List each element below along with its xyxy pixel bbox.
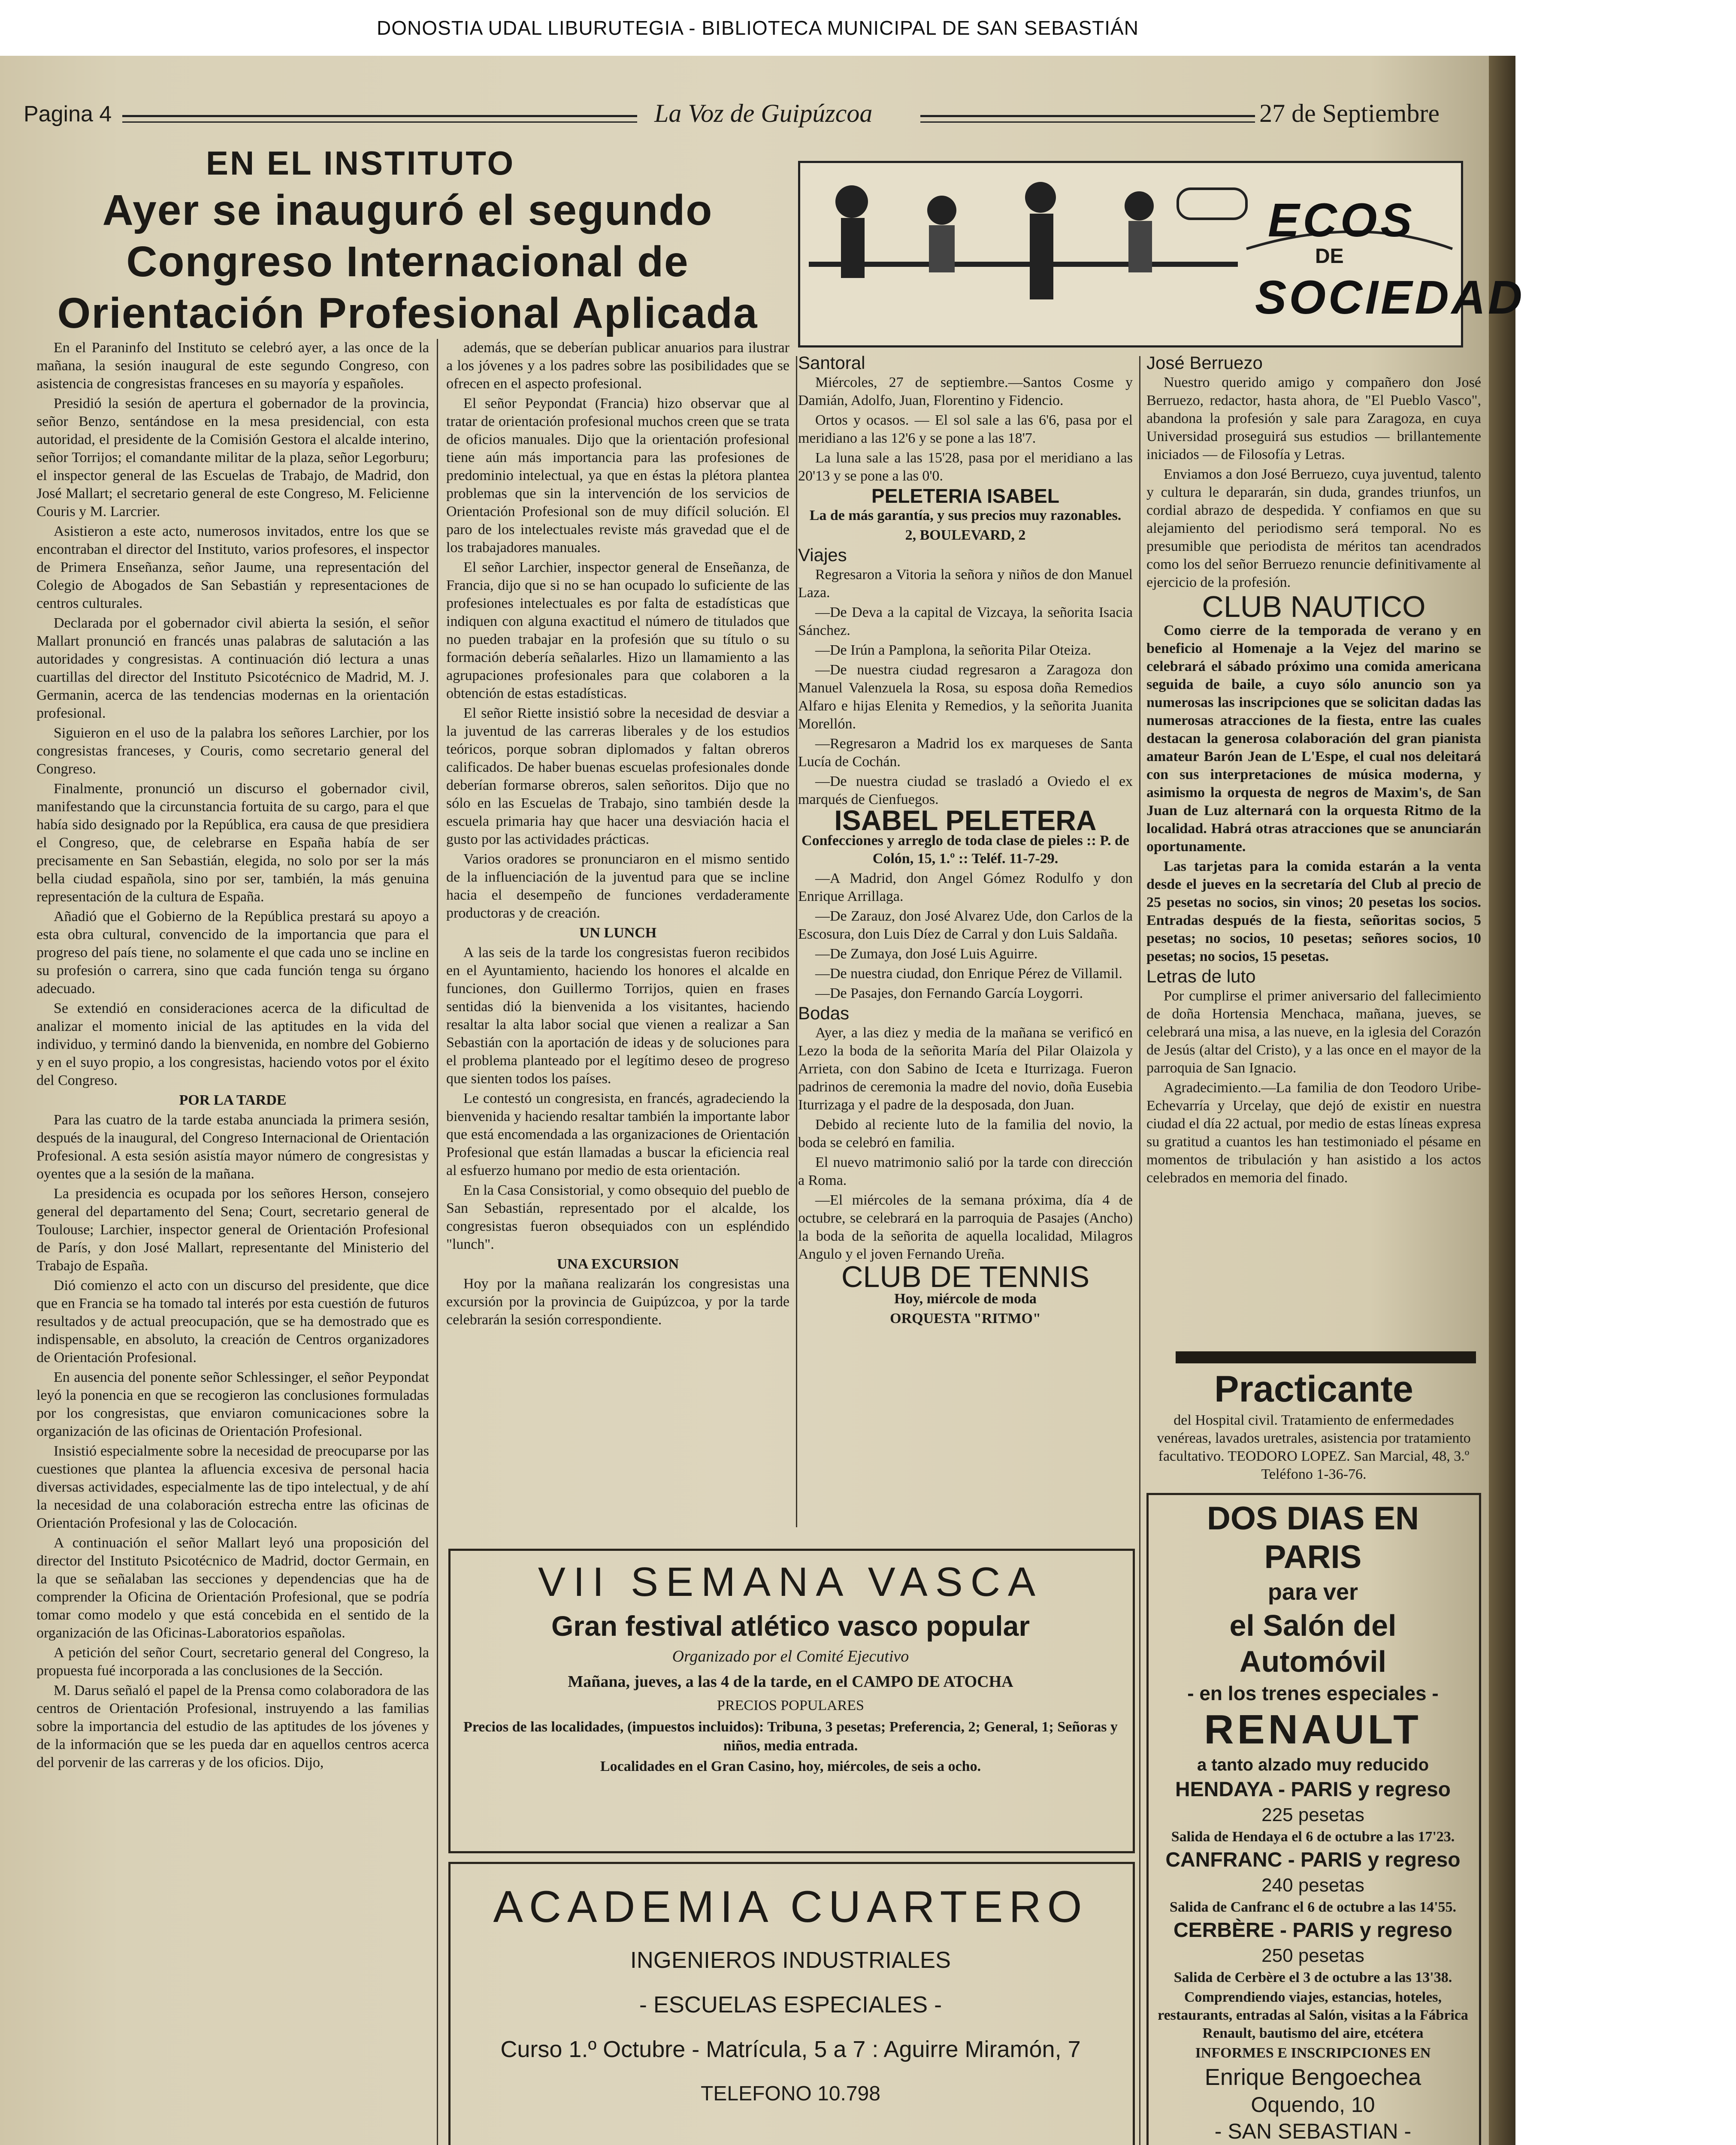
paragraph: —De Zumaya, don José Luis Aguirre. xyxy=(815,946,1038,962)
paragraph: —De Irún a Pamplona, la señorita Pilar Oteiza. xyxy=(815,642,1091,658)
issue-date: 27 de Septiembre xyxy=(1259,99,1440,127)
paragraph: Ortos y ocasos. — El sol sale a las 6'6, pasa por el meridiano a las 12'6 y se pone a las 18'7. xyxy=(798,412,1133,446)
academia-l1: INGENIEROS INDUSTRIALES xyxy=(630,1947,951,1973)
sociedad-title: SOCIEDAD xyxy=(1255,271,1525,324)
paris-ad xyxy=(1154,1499,1472,2145)
route-cerbere-price: 250 pesetas xyxy=(1261,1945,1364,1966)
paragraph: Insistió especialmente sobre la necesidad de preocuparse por las cuestiones que plantea la afluencia excesiva de personal hacia diversas actividades, especialmente las de tipo intelectual, y de ahí la necesidad de una colaboración estrecha entre las oficinas de Orientación Profesional y las de Colocación. xyxy=(36,1443,429,1531)
paragraph: Dió comienzo el acto con un discurso del presidente, que dice que en Francia se ha tomado tal interés por esta cuestión de futuros resultados y de actual preocupación, que se ha demostrado que es indispensable, en absoluto, la creación de Centros organizadores de Orientación Profesional. xyxy=(36,1278,429,1366)
section-santoral: Santoral xyxy=(798,353,865,373)
semana-prices-title: PRECIOS POPULARES xyxy=(717,1698,864,1713)
ad-text: ORQUESTA "RITMO" xyxy=(890,1311,1041,1326)
paris-l1: DOS DIAS EN PARIS xyxy=(1207,1500,1419,1575)
paragraph: —De Deva a la capital de Vizcaya, la señorita Isacia Sánchez. xyxy=(798,604,1133,638)
paragraph: El señor Larchier, inspector general de Enseñanza, de Francia, dijo que si no se han ocupado lo suficiente de las profesiones intelectuales es por falta de estadísticas que indiquen con alguna exactitud el número de titulados que no pueden trabajar en la profesión que su título o su formación debería señalarles. Hizo un llamamiento a las agrupaciones profesionales para que colaboren a la obtención de estas estadísticas. xyxy=(446,559,789,701)
paragraph: Ayer, a las diez y media de la mañana se verificó en Lezo la boda de la señorita María del Pilar Olaizola y Arrieta, con don Sabino de Iceta e Iturrizaga. Fueron padrinos de ceremonia la madre del novio, doña Eusebia Iturrizaga y el padre de la desposada, don Juan. xyxy=(798,1025,1133,1113)
paragraph: —De nuestra ciudad regresaron a Zaragoza don Manuel Valenzuela la Rosa, su esposa doña Remedios Alfaro e hijas Elenita y Remedios, y la señorita Juanita Morellón. xyxy=(798,662,1133,732)
article-headline: Ayer se inauguró el segundo Congreso Internacional de Orientación Profesional Aplicada xyxy=(57,186,758,337)
semana-title: VII SEMANA VASCA xyxy=(538,1559,1043,1605)
paragraph: Las tarjetas para la comida estarán a la venta desde el jueves en la secretaría del Club al precio de 25 pesetas no socios, sin vinos; 20 pesetas los socios. Entradas después de la fiesta, señoritas socios, 5 pesetas; no socios, 10 pesetas; señores socios, 10 pesetas; no socios, 15 pesetas. xyxy=(1146,858,1481,964)
ecos-title: ECOS xyxy=(1268,194,1415,247)
column-rule xyxy=(437,339,438,2145)
paragraph: Debido al reciente luto de la familia del novio, la boda se celebró en familia. xyxy=(798,1117,1133,1151)
paragraph: En ausencia del ponente señor Schlessinger, el señor Peypondat leyó la ponencia en que se recogieron las conclusiones formuladas por los congresistas, que enviaron comunicaciones sobre la organización de las oficinas de Orientación Profesional. xyxy=(36,1369,429,1439)
article-kicker: EN EL INSTITUTO xyxy=(206,144,515,182)
section-bodas: Bodas xyxy=(798,1003,850,1023)
renault-logo-text: RENAULT xyxy=(1204,1707,1422,1752)
paragraph: Varios oradores se pronunciaron en el mismo sentido de la influenciación de la juventud para que se incline hacia el desempeño de funciones verdaderamente productoras y de creación. xyxy=(446,851,789,921)
paragraph: Finalmente, pronunció un discurso el gobernador civil, manifestando que la circunstancia fortuita de su cargo, para el que había sido designado por la República, era causa de que presidiera el Congreso, que, de celebrarse en España había de ser precisamente en San Sebastián, elegida, no solo por ser la más bella ciudad española, sino por ser, también, la más genuina representación de la cultura de España. xyxy=(36,781,429,905)
paragraph: En la Casa Consistorial, y como obsequio del pueblo de San Sebastián, representado por el alcalde, los congresistas fueron obsequiados con un espléndido "lunch". xyxy=(446,1182,789,1252)
route-hendaya-price: 225 pesetas xyxy=(1261,1804,1364,1825)
subheading-tarde: POR LA TARDE xyxy=(179,1092,287,1108)
club-nautico-title: CLUB NAUTICO xyxy=(1202,590,1426,623)
ad-peleteria-isabel: PELETERIA ISABEL xyxy=(871,485,1059,507)
paris-l4: - en los trenes especiales - xyxy=(1187,1682,1439,1704)
paragraph: A las seis de la tarde los congresistas fueron recibidos en el Ayuntamiento, haciendo los honores el alcalde en funciones, don Guillermo Torrijos, quien en frases sentidas dió la bienvenida a los visitantes, haciendo resaltar la alta labor social que vienen a realizar a San Sebastián con la aportación de ideas y de soluciones para el problema planteado por el legítimo deseo de progreso que sienten todos los países. xyxy=(446,945,789,1087)
paris-includes: Comprendiendo viajes, estancias, hoteles, restaurants, entradas al Salón, visitas a la Fábrica Renault, bautismo del aire, etcétera xyxy=(1158,1989,1468,2041)
paragraph: A continuación el señor Mallart leyó una proposición del director del Instituto Psicotécnico de Madrid, doctor Germain, en la que se señalaban las secciones y dependencias que ha de comprender la Oficina de Orientación Profesional, que se podría tomar como modelo y que está concebida en el sentido de la organización de las Oficinas-Laboratorios españolas. xyxy=(36,1535,429,1641)
academia-cuartero-ad xyxy=(459,1877,1122,2145)
paragraph: M. Darus señaló el papel de la Prensa como colaboradora de las centros de Orientación Profesional, instruyendo a las familias sobre la importancia del estudio de las aptitudes de los jóvenes y de la información que se les pueda dar en aquellos centros acerca del porvenir de las carreras y de los oficios. Dijo, xyxy=(36,1683,429,1770)
route-cerbere: CERBÈRE - PARIS y regreso xyxy=(1173,1919,1452,1942)
ecos-sociedad-banner xyxy=(798,161,1525,347)
paragraph: —A Madrid, don Angel Gómez Rodulfo y don Enrique Arrillaga. xyxy=(798,870,1133,904)
section-luto: Letras de luto xyxy=(1146,966,1256,986)
library-caption: DONOSTIA UDAL LIBURUTEGIA - BIBLIOTECA MUNICIPAL DE SAN SEBASTIÁN xyxy=(377,17,1139,39)
academia-l3: Curso 1.º Octubre - Matrícula, 5 a 7 : Aguirre Miramón, 7 xyxy=(500,2036,1081,2062)
route-cerbere-time: Salida de Cerbère el 3 de octubre a las 13'38. xyxy=(1173,1970,1452,1985)
page-edge xyxy=(1489,56,1515,2145)
paragraph: Añadió que el Gobierno de la República prestará su apoyo a esta obra cultural, convencido de la importancia que para el progreso del país tiene, no solamente el que cada uno se incline en su profesión o carrera, sino que cada función tenga su órgano adecuado. xyxy=(36,909,429,997)
paragraph: Hoy por la mañana realizarán los congresistas una excursión por la provincia de Guipúzcoa, y por la tarde celebrarán la sesión correspondiente. xyxy=(446,1276,789,1328)
paragraph: Se extendió en consideraciones acerca de la dificultad de analizar el momento inicial de las aptitudes en la vida del individuo, y terminó dando la bienvenida, en nombre del Gobierno y en el suyo propio, a los congresistas, haciendo votos por el éxito del Congreso. xyxy=(36,1000,429,1088)
newspaper-page xyxy=(0,56,1525,2145)
paragraph: Agradecimiento.—La familia de don Teodoro Uribe-Echevarría y Urcelay, que dejó de existir en nuestra ciudad el día 22 actual, por medio de estas líneas expresa su gratitud a cuantos les han testimoniado el pésame en momentos de tribulación y han asistido a los actos celebrados en memoria del finado. xyxy=(1146,1080,1481,1186)
practicante-bar xyxy=(1176,1351,1476,1363)
paragraph: Siguieron en el uso de la palabra los señores Larchier, por los congresistas franceses, y Couris, como secretario general del Congreso. xyxy=(36,725,429,777)
paragraph: El nuevo matrimonio salió por la tarde con dirección a Roma. xyxy=(798,1154,1133,1188)
paragraph: Presidió la sesión de apertura el gobernador de la provincia, señor Benzo, sentándose en la mesa presidencial, con esta autoridad, el presidente de la Comisión Gestora el alcalde interino, señor Torrijos; el comandante militar de la plaza, señor Legorburu; el inspector general de las Escuelas de Trabajo, de Madrid, don José Mallart; el secretario general de este Congreso, M. Felicienne Couris y M. Larcrier. xyxy=(36,396,429,520)
route-canfranc: CANFRANC - PARIS y regreso xyxy=(1165,1849,1461,1871)
section-berruezo: José Berruezo xyxy=(1146,353,1263,373)
paragraph: Como cierre de la temporada de verano y en beneficio al Homenaje a la Vejez del marino se celebrará el sábado próximo una comida americana seguida de baile, a cuyo sólo anuncio son ya numerosas las inscripciones que se solicitan dadas las numerosas atracciones de la fiesta, entre las cuales destacan la generosa colaboración del gran pianista amateur Barón Jean de L'Espe, el cual nos deleitará con sus interpretaciones de música moderna, y asimismo la orquesta de negros de Maxim's, de San Juan de Luz alternará con la orquesta Ritmo de la localidad. Habrá otras atracciones que se anunciarán oportunamente. xyxy=(1146,622,1481,855)
paris-city: - SAN SEBASTIAN - xyxy=(1214,2119,1412,2143)
section-viajes: Viajes xyxy=(798,545,847,565)
paragraph: Regresaron a Vitoria la señora y niños de don Manuel Laza. xyxy=(798,567,1133,601)
practicante-text: del Hospital civil. Tratamiento de enfermedades venéreas, lavados uretrales, asistencia por tratamiento facultativo. TEODORO LOPEZ. San Marcial, 48, 3.º Teléfono 1-36-76. xyxy=(1157,1412,1471,1482)
semana-when: Mañana, jueves, a las 4 de la tarde, en el CAMPO DE ATOCHA xyxy=(568,1673,1013,1691)
society-column-1 xyxy=(798,354,1133,1551)
column-rule xyxy=(796,356,797,1527)
paris-l3: el Salón del Automóvil xyxy=(1229,1609,1397,1678)
paragraph: A petición del señor Court, secretario general del Congreso, la propuesta fué incorporada a las conclusiones de la Sección. xyxy=(36,1645,429,1679)
column-rule xyxy=(1139,356,1140,2145)
practicante-title: Practicante xyxy=(1214,1369,1413,1410)
subheading-lunch: UN LUNCH xyxy=(579,925,657,941)
route-hendaya-time: Salida de Hendaya el 6 de octubre a las 17'23. xyxy=(1171,1829,1455,1845)
page-header xyxy=(24,99,1440,133)
academia-l4: TELEFONO 10.798 xyxy=(701,2082,880,2105)
paragraph: Enviamos a don José Berruezo, cuya juventud, talento y cultura le depararán, sin duda, grandes triunfos, un cordial abrazo de despedida. Y confiamos en que su alejamiento del periodismo será temporal. No es presumible que periodista de méritos tan acendrados como los del señor Berruezo renuncie definitivamente al ejercicio de la profesión. xyxy=(1146,466,1481,590)
ad-text: Hoy, miércole de moda xyxy=(894,1291,1037,1307)
ad-isabel-peletera: ISABEL PELETERA xyxy=(834,804,1097,836)
paris-info: INFORMES E INSCRIPCIONES EN xyxy=(1195,2045,1431,2061)
paragraph: —Regresaron a Madrid los ex marqueses de Santa Lucía de Cochán. xyxy=(798,736,1133,770)
paragraph: además, que se deberían publicar anuarios para ilustrar a los jóvenes y a los padres sobre las posibilidades que se ofrecen en el aspecto profesional. xyxy=(446,340,789,392)
paragraph: En el Paraninfo del Instituto se celebró ayer, a las once de la mañana, la sesión inaugural de este segundo Congreso, con asistencia de congresistas franceses en su mayoría y españoles. xyxy=(36,340,429,392)
paris-l2: para ver xyxy=(1267,1579,1358,1605)
paragraph: —De Pasajes, don Fernando García Loygorri. xyxy=(815,985,1083,1001)
paragraph: Le contestó un congresista, en francés, agradeciendo la bienvenida y haciendo resaltar también la importante labor que está encomendada a las organizaciones de Orientación Profesional que están llamadas a buscar la eficiencia real al esfuerzo humano por medio de esta orientación. xyxy=(446,1091,789,1178)
paragraph: El señor Riette insistió sobre la necesidad de desviar a la juventud de las carreras liberales y de los estudios teóricos, porque sobran diplomados y faltan obreros calificados. De haber buenas escuelas profesionales donde deberían formarse obreros, salen señoritos. Dijo que no sólo en las Escuelas de Trabajo, sino también desde la escuela primaria hay que hacer una desviación hacia el gusto por las actividades prácticas. xyxy=(446,705,789,847)
semana-sale: Localidades en el Gran Casino, hoy, miércoles, de seis a ocho. xyxy=(600,1758,981,1774)
library-caption-bar xyxy=(0,0,1515,56)
subheading-excursion: UNA EXCURSION xyxy=(556,1256,679,1272)
semana-vasca-ad xyxy=(459,1557,1122,1840)
paragraph: El señor Peypondat (Francia) hizo observar que al tratar de orientación profesional muchos creen que se trata de oficios manuales. Dijo que la orientación profesional tiene aún más importancia para las profesiones de predominio intelectual, ya que en éstas la plétora plantea problemas que sin la intervención de los servicios de Orientación Profesional son de muy difícil solución. El paro de los intelectuales reviste más gravedad que el de los trabajadores manuales. xyxy=(446,396,789,556)
ecos-de: DE xyxy=(1315,245,1344,268)
paragraph: Miércoles, 27 de septiembre.—Santos Cosme y Damián, Adolfo, Juan, Florentino y Fidencio. xyxy=(798,375,1133,408)
header-rule-left xyxy=(122,115,637,123)
ad-club-tennis: CLUB DE TENNIS xyxy=(841,1260,1090,1293)
paris-addr: Oquendo, 10 xyxy=(1251,2093,1375,2117)
ad-address: 2, BOULEVARD, 2 xyxy=(905,527,1026,543)
paragraph: —De nuestra ciudad se trasladó a Oviedo el ex marqués de Cienfuegos. xyxy=(798,773,1133,807)
article-column-1 xyxy=(36,339,429,2145)
paragraph: La presidencia es ocupada por los señores Herson, consejero general del departamento del Sena; Court, secretario general de Toulouse; Larchier, inspector general de Orientación Profesional de París, y don José Mallart, representante del Ministerio del Trabajo de España. xyxy=(36,1186,429,1274)
paragraph: Para las cuatro de la tarde estaba anunciada la primera sesión, después de la inaugural, del Congreso Internacional de Orientación Profesional. A esta sesión asistía mayor número de congresistas y oyentes que a la sesión de la mañana. xyxy=(36,1112,429,1182)
route-canfranc-price: 240 pesetas xyxy=(1261,1875,1364,1896)
paris-agent: Enrique Bengoechea xyxy=(1204,2064,1421,2090)
paragraph: Asistieron a este acto, numerosos invitados, entre los que se encontraban el director del Instituto, varios profesores, el inspector de Primera Enseñanza, señor Jaume, una representación del Colegio de Abogados de San Sebastián y representaciones de centros culturales. xyxy=(36,523,429,611)
paris-l6: a tanto alzado muy reducido xyxy=(1197,1755,1429,1774)
paragraph: Nuestro querido amigo y compañero don José Berruezo, redactor, hasta ahora, de "El Pueblo Vasco", abandona la profesión y sale para Zaragoza, en cuya Universidad proseguirá sus estudios — brillantemente iniciados — de Filosofía y Letras. xyxy=(1146,375,1481,462)
newspaper-name: La Voz de Guipúzcoa xyxy=(654,99,873,127)
paragraph: Declarada por el gobernador civil abierta la sesión, el señor Mallart pronunció en francés unas palabras de salutación a las autoridades y congresistas. A continuación dió lectura a unas cuartillas del director del Instituto Psicotécnico de Madrid, M. J. Germanin, acerca de las tendencias modernas en la orientación profesional. xyxy=(36,615,429,721)
paragraph: —De nuestra ciudad, don Enrique Pérez de Villamil. xyxy=(815,966,1122,982)
practicante-ad xyxy=(1146,1369,1481,1480)
semana-subtitle: Gran festival atlético vasco popular xyxy=(551,1610,1030,1642)
route-canfranc-time: Salida de Canfranc el 6 de octubre a las 14'55. xyxy=(1169,1899,1457,1915)
academia-l2: - ESCUELAS ESPECIALES - xyxy=(639,1992,942,2018)
society-column-2 xyxy=(1146,354,1481,1362)
ad-text: Confecciones y arreglo de toda clase de pieles :: P. de Colón, 15, 1.º :: Teléf. 11-7-29. xyxy=(801,833,1129,867)
paragraph: —El miércoles de la semana próxima, día 4 de octubre, se celebrará en la parroquia de Pasajes (Ancho) la boda de la señorita de aquella localidad, Milagros Angulo y el joven Fernando Ureña. xyxy=(798,1192,1133,1262)
ad-text: La de más garantía, y sus precios muy razonables. xyxy=(809,508,1122,523)
academia-title: ACADEMIA CUARTERO xyxy=(493,1882,1088,1932)
paragraph: —De Zarauz, don José Alvarez Ude, don Carlos de la Escosura, don Luis Díez de Carral y don Luis Saldaña. xyxy=(798,908,1133,942)
semana-prices: Precios de las localidades, (impuestos incluidos): Tribuna, 3 pesetas; Preferencia, 2; General, 1; Señoras y niños, media entrada. xyxy=(463,1719,1118,1754)
semana-org: Organizado por el Comité Ejecutivo xyxy=(672,1647,909,1665)
paragraph: Por cumplirse el primer aniversario del fallecimiento de doña Hortensia Menchaca, mañana, jueves, se celebrará una misa, a las nueve, en la iglesia del Corazón de Jesús (altar del Cristo), y a las once en el mayor de la parroquia de San Ignacio. xyxy=(1146,988,1481,1076)
page-number: Pagina 4 xyxy=(24,102,112,127)
route-hendaya: HENDAYA - PARIS y regreso xyxy=(1175,1778,1451,1801)
header-rule-right xyxy=(920,115,1255,123)
paragraph: La luna sale a las 15'28, pasa por el meridiano a las 20'13 y se pone a las 0'0. xyxy=(798,450,1133,484)
article-column-2 xyxy=(446,339,789,1536)
